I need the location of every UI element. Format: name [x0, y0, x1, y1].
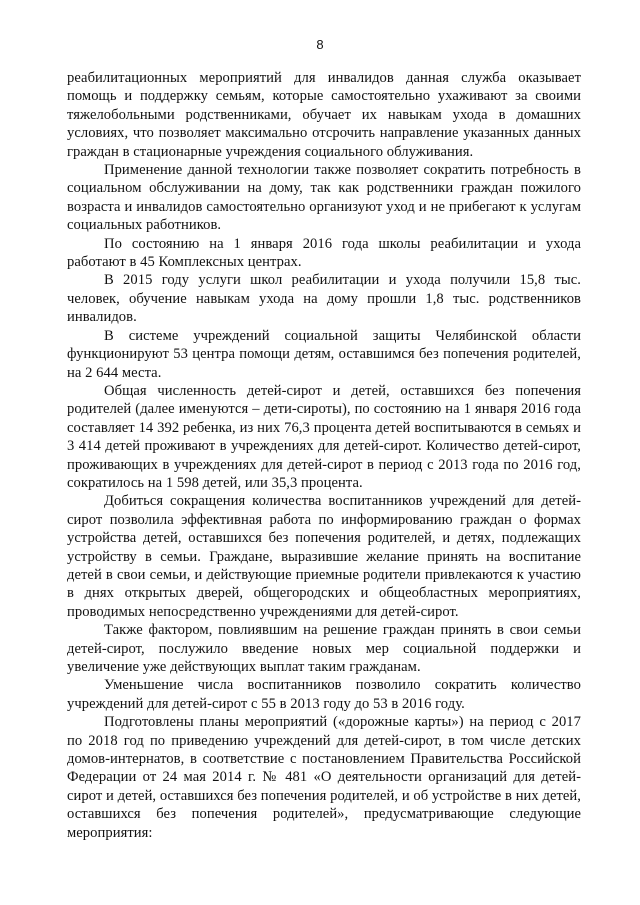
paragraph: Подготовлены планы мероприятий («дорожные карты») на период с 2017 по 2018 год по приведению учреждений для детей-сирот, в том числе детских домов-интернатов, в соответствие с постановлением Правительства Российской Федерации от 24 мая 2014 г. № 481 «О деятельности организаций для детей-сирот и детей, оставшихся без попечения родителей, и об устройстве в них детей, оставшихся без попечения родителей», предусматривающие следующие мероприятия:	[67, 714, 581, 841]
paragraph: По состоянию на 1 января 2016 года школы реабилитации и ухода работают в 45 Комплексных центрах.	[67, 235, 581, 271]
paragraph: В 2015 году услуги школ реабилитации и ухода получили 15,8 тыс. человек, обучение навыкам ухода на дому прошли 1,8 тыс. родственников инвалидов.	[67, 272, 581, 326]
paragraph: Общая численность детей-сирот и детей, оставшихся без попечения родителей (далее именуются – дети-сироты), по состоянию на 1 января 2016 года составляет 14 392 ребенка, из них 76,3 процента детей воспитываются в семьях и 3 414 детей проживают в учреждениях для детей-сирот. Количество детей-сирот, проживающих в учреждениях для детей-сирот в период с 2013 года по 2016 год, сократилось на 1 598 детей, или 35,3 процента.	[67, 382, 581, 491]
paragraph: Уменьшение числа воспитанников позволило сократить количество учреждений для детей-сирот с 55 в 2013 году до 53 в 2016 году.	[67, 677, 581, 712]
paragraph: Применение данной технологии также позволяет сократить потребность в социальном обслуживании на дому, так как родственники граждан пожилого возраста и инвалидов самостоятельно организуют уход и не прибегают к услугам социальных работников.	[67, 162, 581, 234]
paragraph-continuation: реабилитационных мероприятий для инвалидов данная служба оказывает помощь и поддержку семьям, которые самостоятельно ухаживают за своими тяжелобольными родственниками, обучает их навыкам ухода в домашних условиях, что позволяет максимально отсрочить направление указанных данных граждан в стационарные учреждения социального облуживания.	[67, 70, 581, 160]
page-number: 8	[316, 37, 324, 52]
document-body	[67, 69, 581, 842]
paragraph: Также фактором, повлиявшим на решение граждан принять в свои семьи детей-сирот, послужило введение новых мер социальной поддержки и увеличение уже действующих выплат таким гражданам.	[67, 622, 581, 675]
paragraph: Добиться сокращения количества воспитанников учреждений для детей-сирот позволила эффективная работа по информированию граждан о формах устройства детей, оставшихся без попечения родителей, и детях, подлежащих устройству в семьи. Граждане, выразившие желание принять на воспитание детей в свои семьи, и действующие приемные родители привлекаются к участию в днях открытых дверей, общегородских и общеобластных мероприятиях, проводимых непосредственно учреждениями для детей-сирот.	[67, 493, 581, 620]
paragraph: В системе учреждений социальной защиты Челябинской области функционируют 53 центра помощи детям, оставшимся без попечения родителей, на 2 644 места.	[67, 327, 581, 381]
